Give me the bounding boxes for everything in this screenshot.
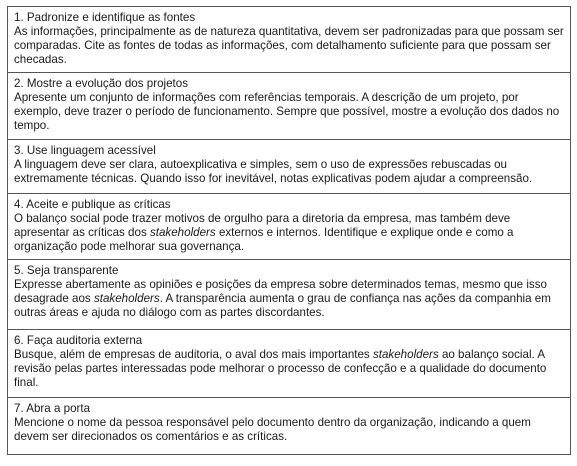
guideline-row [7,194,571,260]
guideline-text [14,348,564,390]
guideline-title: 5. Seja transparente [14,264,119,277]
text-run: Expresse abertamente as opiniões e posições da empresa sobre determinados temas, mesmo que isso desagrade aos [14,278,547,305]
guideline-title: 1. Padronize e identifique as fontes [14,11,196,24]
text-run-italic: stakeholders [93,292,160,305]
guideline-title: 6. Faça auditoria externa [14,334,143,347]
guideline-title: 7. Abra a porta [14,402,91,415]
guideline-row [7,140,571,194]
guideline-text [14,158,564,186]
guideline-row [7,6,571,73]
guideline-text [14,278,564,320]
guideline-text [14,416,564,444]
guideline-text [14,91,564,133]
text-run: Mencione o nome da pessoa responsável pelo documento dentro da organização, indicando a quem devem ser direcionados os comentários e as críticas. [14,416,531,443]
text-run: O balanço social pode trazer motivos de orgulho para a diretoria da empresa, mas também deve apresentar as críticas dos [14,212,511,239]
guideline-title: 4. Aceite e publique as críticas [14,198,171,211]
guideline-text [14,212,564,254]
guideline-row [7,398,571,455]
guideline-row [7,260,571,330]
text-run: As informações, principalmente as de natureza quantitativa, devem ser padronizadas para que possam ser comparadas. Cite as fontes de todas as informações, com detalhamento suficiente para que possam ser checadas. [14,25,564,66]
text-run: A linguagem deve ser clara, autoexplicativa e simples, sem o uso de expressões rebuscadas ou extremamente técnicas. Quando isso for inevitável, notas explicativas podem ajudar a compreensão. [14,158,533,185]
text-run: externos e internos. Identifique e explique onde e como a organização pode melhorar sua governança. [14,226,514,253]
text-run: Apresente um conjunto de informações com referências temporais. A descrição de um projeto, por exemplo, deve trazer o período de funcionamento. Sempre que possível, mostre a evolução dos dados no tempo. [14,91,560,132]
text-run: Busque, além de empresas de auditoria, o aval dos mais importantes [14,348,373,361]
guideline-row [7,73,571,140]
guideline-text [14,25,564,67]
text-run-italic: stakeholders [372,348,439,361]
text-run: ao balanço social. A revisão pelas partes interessadas pode melhorar o processo de confecção e a qualidade do documento final. [14,348,547,389]
guideline-row [7,330,571,398]
guidelines-table [7,6,571,455]
text-run: . A transparência aumenta o grau de confiança nas ações da companhia em outras áreas e ajuda no diálogo com as partes discordantes. [14,292,551,319]
text-run-italic: stakeholders [149,226,216,239]
guideline-title: 2. Mostre a evolução dos projetos [14,77,189,90]
guideline-title: 3. Use linguagem acessível [14,144,156,157]
